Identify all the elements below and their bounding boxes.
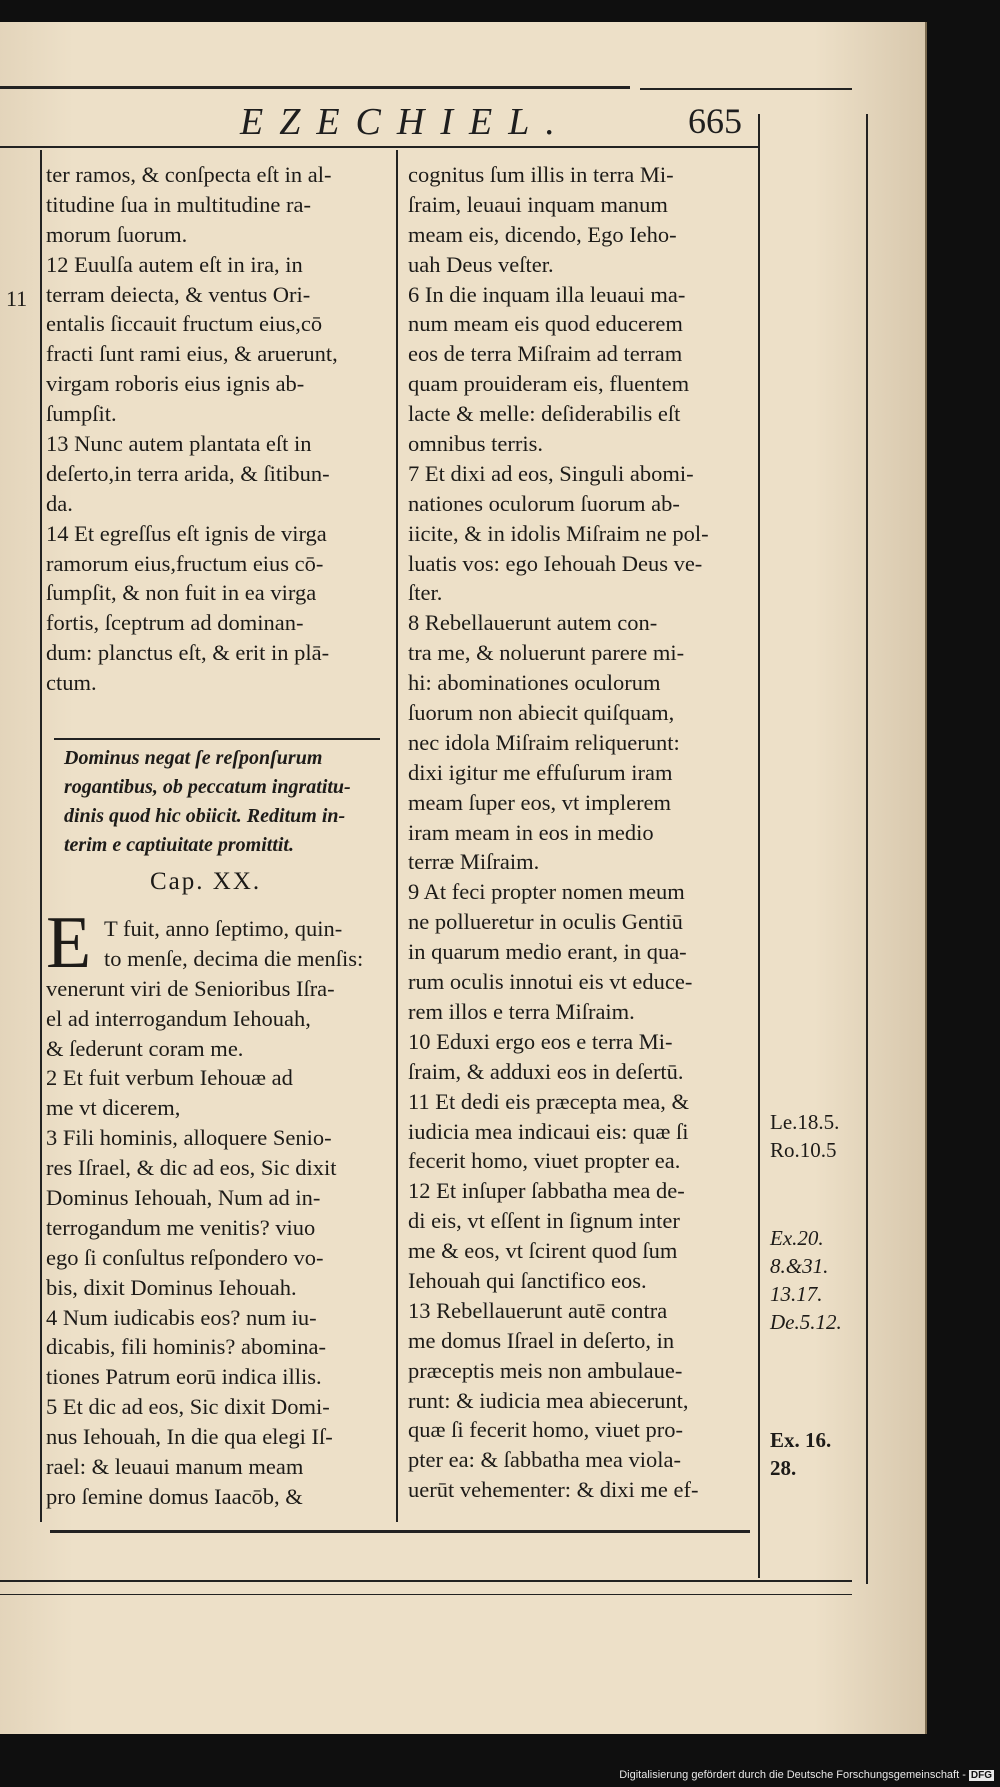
- text-line: meam ſuper eos, vt implerem: [408, 789, 672, 815]
- margin-note-3: [770, 1426, 831, 1482]
- page-number: 665: [688, 101, 742, 141]
- text-line: 7 Et dixi ad eos, Singuli abomi-: [408, 460, 694, 486]
- text-line: iram meam in eos in medio: [408, 819, 654, 845]
- text-line: ter ramos, & conſpecta eſt in al-: [46, 162, 332, 187]
- center-column-rule: [396, 150, 398, 1522]
- text-line: nec idola Miſraim reliquerunt:: [408, 729, 680, 755]
- text-line: terim e captiuitate promittit.: [64, 834, 294, 856]
- text-line: ſumpſit.: [46, 401, 117, 427]
- text-line: venerunt viri de Senioribus Iſra-: [46, 975, 335, 1001]
- margin-note-1: [770, 1108, 839, 1164]
- text-line: rum oculis innotui eis vt educe-: [408, 969, 693, 995]
- text-line: 6 In die inquam illa leuaui ma-: [408, 281, 686, 307]
- text-line: 14 Et egreſſus eſt ignis de virga: [46, 520, 327, 546]
- text-line: runt: & iudicia mea abiecerunt,: [408, 1387, 689, 1413]
- header-rule-top-right: [640, 88, 852, 90]
- margin-note-line: 8.&31.: [770, 1254, 829, 1278]
- text-line: quam prouideram eis, fluentem: [408, 371, 690, 397]
- text-line: cognitus ſum illis in terra Mi-: [408, 162, 674, 187]
- drop-cap: E: [46, 902, 92, 984]
- text-line: iicite, & in idolis Miſraim ne pol-: [408, 520, 709, 546]
- text-line: ramorum eius,fructum eius cō-: [46, 550, 324, 576]
- text-line: uah Deus veſter.: [408, 251, 554, 277]
- text-line: pro ſemine domus Iaacōb, &: [46, 1483, 303, 1509]
- text-line: hi: abominationes oculorum: [408, 670, 661, 696]
- text-line: da.: [46, 490, 73, 516]
- summary-separator: [54, 738, 380, 740]
- text-line: lacte & melle: deſiderabilis eſt: [408, 401, 681, 427]
- text-line: eos de terra Miſraim ad terram: [408, 341, 683, 367]
- text-line: in quarum medio erant, in qua-: [408, 939, 687, 965]
- text-line: fracti ſunt rami eius, & aruerunt,: [46, 341, 338, 367]
- text-line: 5 Et dic ad eos, Sic dixit Domi-: [46, 1394, 330, 1420]
- text-line: 9 At feci propter nomen meum: [408, 879, 685, 905]
- margin-verse-number: 11: [6, 286, 28, 311]
- text-line: luatis vos: ego Iehouah Deus ve-: [408, 550, 703, 576]
- text-line: 8 Rebellauerunt autem con-: [408, 610, 658, 636]
- text-line: rem illos e terra Miſraim.: [408, 998, 635, 1024]
- text-line: 12 Euulſa autem eſt in ira, in: [46, 251, 303, 277]
- text-line: rogantibus, ob peccatum ingratitu-: [64, 776, 351, 798]
- text-line: nus Iehouah, In die qua elegi Iſ-: [46, 1424, 333, 1450]
- text-line: tiones Patrum eorū indica illis.: [46, 1364, 322, 1390]
- text-line: dinis quod hic obiicit. Reditum in-: [64, 805, 346, 827]
- text-line: terrogandum me venitis? viuo: [46, 1214, 316, 1240]
- left-column-chapter-text: [46, 914, 381, 1512]
- text-line: virgam roboris eius ignis ab-: [46, 371, 305, 397]
- text-line: 2 Et fuit verbum Iehouæ ad: [46, 1065, 293, 1091]
- margin-note-line: De.5.12.: [770, 1310, 842, 1334]
- margin-note-line: Ro.10.5: [770, 1138, 837, 1162]
- text-line: T fuit, anno ſeptimo, quin-: [104, 916, 343, 941]
- digitization-credit: [619, 1769, 994, 1781]
- text-line: to menſe, decima die menſis:: [104, 945, 364, 971]
- text-line: res Iſrael, & dic ad eos, Sic dixit: [46, 1155, 337, 1181]
- text-line: deſerto,in terra arida, & ſitibun-: [46, 460, 330, 486]
- text-line: fecerit homo, viuet propter ea.: [408, 1148, 681, 1174]
- text-line: 12 Et inſuper ſabbatha mea de-: [408, 1178, 685, 1204]
- margin-note-2: [770, 1224, 842, 1336]
- left-column-rule: [40, 150, 42, 1522]
- text-line: terram deiecta, & ventus Ori-: [46, 281, 311, 307]
- margin-note-line: 13.17.: [770, 1282, 823, 1306]
- text-line: me vt dicerem,: [46, 1095, 181, 1121]
- margin-note-line: 28.: [770, 1456, 797, 1480]
- text-line: ſter.: [408, 580, 443, 606]
- text-line: morum ſuorum.: [46, 221, 188, 247]
- text-line: ctum.: [46, 670, 97, 696]
- text-line: 10 Eduxi ergo eos e terra Mi-: [408, 1028, 673, 1054]
- text-line: 11 Et dedi eis præcepta mea, &: [408, 1088, 689, 1114]
- text-line: ego ſi conſultus reſpondero vo-: [46, 1244, 324, 1270]
- margin-note-line: Le.18.5.: [770, 1110, 840, 1134]
- header-rule-top: [0, 86, 630, 89]
- footer-rule-1: [50, 1530, 750, 1533]
- credit-text: Digitalisierung gefördert durch die Deutsche Forschungsgemeinschaft -: [619, 1769, 966, 1781]
- text-line: 3 Fili hominis, alloquere Senio-: [46, 1125, 332, 1151]
- text-line: ſumpſit, & non fuit in ea virga: [46, 580, 317, 606]
- text-line: ſraim, & adduxi eos in deſertū.: [408, 1058, 684, 1084]
- text-line: bis, dixit Dominus Iehouah.: [46, 1274, 297, 1300]
- text-line: di eis, vt eſſent in ſignum inter: [408, 1208, 680, 1234]
- text-line: nationes oculorum ſuorum ab-: [408, 490, 680, 516]
- text-line: me & eos, vt ſcirent quod ſum: [408, 1238, 678, 1264]
- text-line: dicabis, fili hominis? abomina-: [46, 1334, 326, 1360]
- text-line: tra me, & noluerunt parere mi-: [408, 640, 685, 666]
- right-column-text: [408, 160, 753, 1505]
- text-line: 13 Rebellauerunt autē contra: [408, 1297, 668, 1323]
- margin-note-line: Ex. 16.: [770, 1428, 832, 1452]
- chapter-summary: [64, 744, 388, 860]
- notes-column-rule: [866, 114, 868, 1584]
- text-line: terræ Miſraim.: [408, 849, 540, 875]
- text-line: el ad interrogandum Iehouah,: [46, 1005, 311, 1031]
- header-rule-bottom: [0, 146, 760, 148]
- text-line: ſraim, leuaui inquam manum: [408, 191, 668, 217]
- text-line: ne pollueretur in oculis Gentiū: [408, 909, 683, 935]
- text-line: uerūt vehementer: & dixi me ef-: [408, 1477, 699, 1503]
- running-head-title: EZECHIEL.: [240, 101, 571, 143]
- text-line: præceptis meis non ambulaue-: [408, 1357, 683, 1383]
- text-line: me domus Iſrael in deſerto, in: [408, 1327, 675, 1353]
- text-line: iudicia mea indicaui eis: quæ ſi: [408, 1118, 689, 1144]
- dfg-logo: DFG: [970, 1770, 992, 1781]
- text-line: 13 Nunc autem plantata eſt in: [46, 431, 312, 457]
- left-column-text: [46, 160, 381, 698]
- footer-rule-2: [0, 1580, 852, 1582]
- footer-rule-3: [0, 1594, 852, 1595]
- text-line: Dominus Iehouah, Num ad in-: [46, 1185, 321, 1211]
- text-line: dixi igitur me effuſurum iram: [408, 759, 673, 785]
- right-column-rule: [758, 114, 760, 1578]
- text-line: fortis, ſceptrum ad dominan-: [46, 610, 304, 636]
- text-line: pter ea: & ſabbatha mea viola-: [408, 1447, 681, 1473]
- text-line: entalis ſiccauit fructum eius,cō: [46, 311, 323, 337]
- text-line: rael: & leuaui manum meam: [46, 1454, 304, 1480]
- text-line: quæ ſi fecerit homo, viuet pro-: [408, 1417, 683, 1443]
- text-line: & ſederunt coram me.: [46, 1035, 244, 1061]
- text-line: meam eis, dicendo, Ego Ieho-: [408, 221, 677, 247]
- text-line: omnibus terris.: [408, 431, 543, 457]
- margin-note-line: Ex.20.: [770, 1226, 824, 1250]
- text-line: dum: planctus eſt, & erit in plā-: [46, 640, 330, 666]
- text-line: num meam eis quod educerem: [408, 311, 683, 337]
- text-line: titudine ſua in multitudine ra-: [46, 191, 311, 217]
- chapter-heading: Cap. XX.: [150, 868, 262, 895]
- text-line: ſuorum non abiecit quiſquam,: [408, 700, 675, 726]
- text-line: Iehouah qui ſanctifico eos.: [408, 1267, 647, 1293]
- text-line: 4 Num iudicabis eos? num iu-: [46, 1304, 317, 1330]
- text-line: Dominus negat ſe reſponſurum: [64, 747, 323, 769]
